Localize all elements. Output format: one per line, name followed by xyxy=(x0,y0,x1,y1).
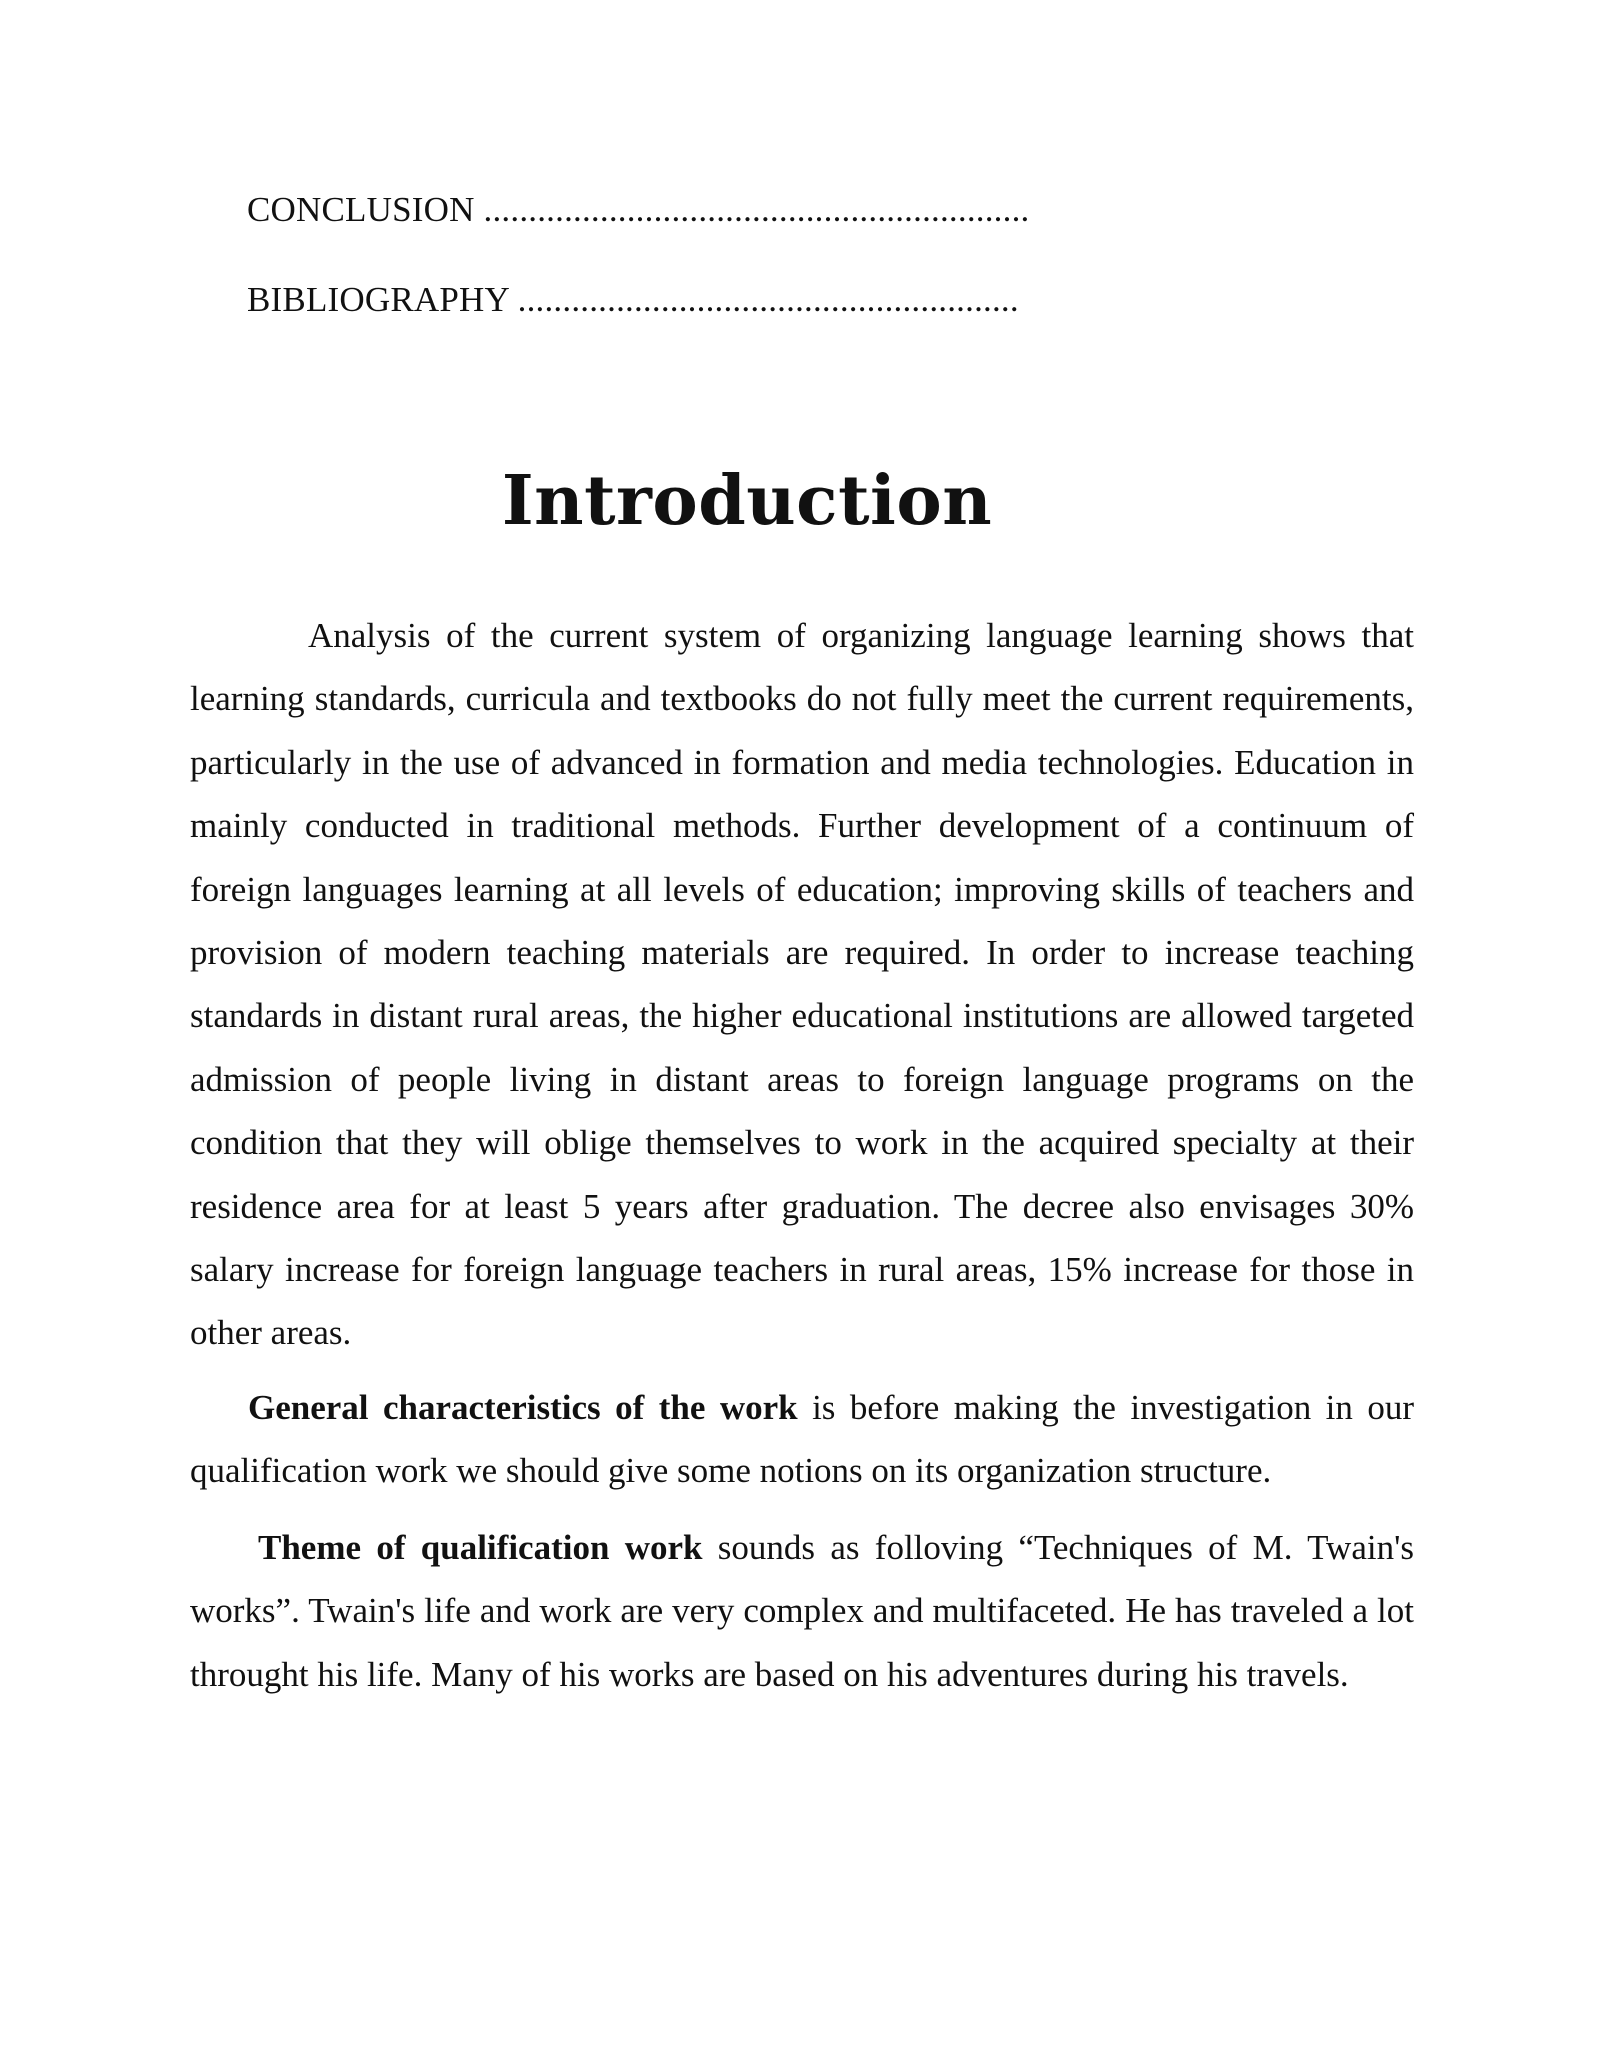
paragraph-body: is before making the investigation in our qualification work we should give some notions on its organization structure. xyxy=(190,1388,1415,1491)
paragraph-body: sounds as folloving “Techniques of M. Twain's works”. Twain's life and work are very complex and multifaceted. He has traveled a lot throught his life. Many of his works are based on his adventures during his travels. xyxy=(190,1528,1415,1694)
paragraph-lead-bold: General characteristics of the work xyxy=(248,1388,798,1427)
toc-entry-conclusion: CONCLUSION ............................................................. xyxy=(247,190,1030,229)
section-heading: Introduction xyxy=(501,461,993,541)
paragraph-lead-bold: Theme of qualification work xyxy=(258,1528,703,1567)
paragraph-general-characteristics xyxy=(190,1376,1414,1503)
paragraph-theme xyxy=(190,1516,1414,1706)
paragraph-analysis: Analysis of the current system of organizing language learning shows that learning standards, curricula and textbooks do not fully meet the current requirements, particularly in the use of advanced in formation and media technologies. Education in mainly conducted in traditional methods. Further development of a continuum of foreign languages learning at all levels of education; improving skills of teachers and provision of modern teaching materials are required. In order to increase teaching standards in distant rural areas, the higher educational institutions are allowed targeted admission of people living in distant areas to foreign language programs on the condition that they will oblige themselves to work in the acquired specialty at their residence area for at least 5 years after graduation. The decree also envisages 30% salary increase for foreign language teachers in rural areas, 15% increase for those in other areas. xyxy=(190,616,1414,1353)
toc-entry-bibliography: BIBLIOGRAPHY ........................................................ xyxy=(247,280,1019,319)
